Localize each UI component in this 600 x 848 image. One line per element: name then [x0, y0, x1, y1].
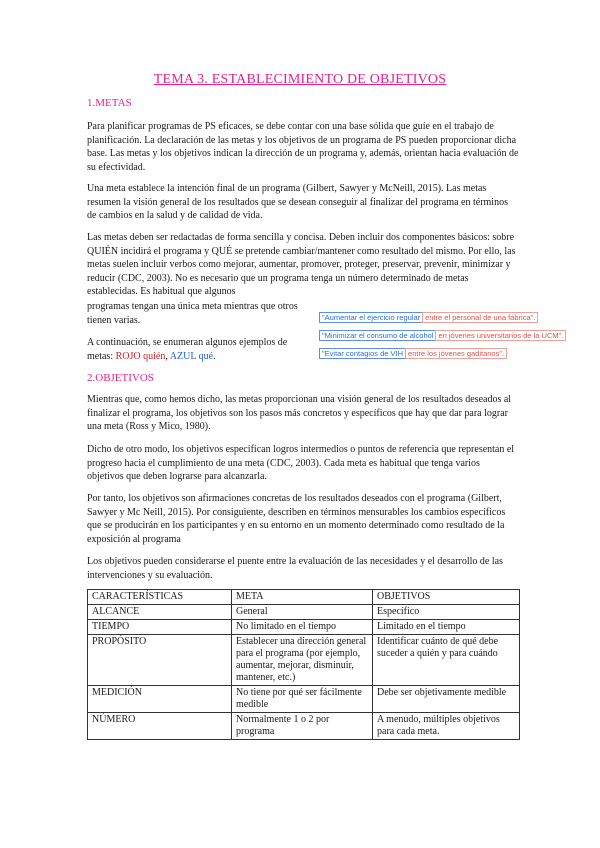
metas-paragraph-4 — [87, 336, 302, 363]
table-cell: ALCANCE — [88, 605, 232, 620]
table-row — [88, 620, 520, 635]
table-cell: Específico — [373, 605, 520, 620]
metas-p4-suffix: . — [213, 350, 216, 362]
page-title: TEMA 3. ESTABLECIMIENTO DE OBJETIVOS — [153, 72, 447, 87]
goal-example-1 — [319, 313, 538, 323]
table-cell: A menudo, múltiples objetivos para cada meta. — [373, 713, 520, 740]
table-cell: Identificar cuánto de qué debe suceder a quién y para cuándo — [373, 635, 520, 686]
comparison-table — [87, 589, 520, 740]
goal-example-what: "Minimizar el consumo de alcohol — [319, 330, 436, 341]
table-header-cell: OBJETIVOS — [373, 590, 520, 605]
table-cell: Limitado en el tiempo — [373, 620, 520, 635]
table-row — [88, 635, 520, 686]
table-cell: General — [232, 605, 373, 620]
table-cell: PROPÓSITO — [88, 635, 232, 686]
goal-example-2 — [319, 331, 566, 341]
table-row — [88, 686, 520, 713]
table-header-cell: CARACTERÍSTICAS — [88, 590, 232, 605]
metas-paragraph-2: Una meta establece la intención final de un programa (Gilbert, Sawyer y McNeill, 2015). Las metas resumen la visión general de los resultados que se desean conseguir al finalizar del programa en términos de cambios en la salud y de calidad de vida. — [87, 183, 508, 222]
table-header-cell: META — [232, 590, 373, 605]
goal-example-who: entre el personal de una fábrica". — [422, 312, 538, 323]
goal-example-who: entre los jóvenes gaditanos". — [405, 348, 507, 359]
metas-paragraph-3-end: programas tengan una única meta mientras que otros tienen varias. — [87, 301, 298, 326]
goal-example-what: "Evitar contagios de VIH — [319, 348, 406, 359]
table-header-row — [88, 590, 520, 605]
table-row — [88, 605, 520, 620]
table-cell: No tiene por qué ser fácilmente medible — [232, 686, 373, 713]
table-row — [88, 713, 520, 740]
table-cell: Normalmente 1 o 2 por programa — [232, 713, 373, 740]
table-cell: NÚMERO — [88, 713, 232, 740]
goal-example-3 — [319, 349, 507, 359]
table-cell: Establecer una dirección general para el programa (por ejemplo, aumentar, mejorar, disminuir, mantener, etc.) — [232, 635, 373, 686]
metas-paragraph-1: Para planificar programas de PS eficaces, se debe contar con una base sólida que guíe en el trabajo de planificación. La declaración de las metas y los objetivos de un programa de PS pueden proporcionar dicha base. Las metas y los objetivos indican la dirección de un programa y, además, orientan hacia evaluación de su efectividad. — [87, 121, 519, 173]
goal-example-who: en jóvenes universitarios de la UCM". — [435, 330, 566, 341]
objetivos-paragraph-2: Dicho de otro modo, los objetivos especifican logros intermedios o puntos de referencia que representan el progreso hacia el cumplimiento de una meta (CDC, 2003). Cada meta es habitual que tenga varios objetivos que deben lograrse para alcanzarla. — [87, 444, 515, 483]
metas-p4-sep: , — [165, 350, 170, 362]
objetivos-paragraph-1: Mientras que, como hemos dicho, las metas proporcionan una visión general de los resultados deseados al finalizar el programa, los objetivos son los pasos más concretos y específicos que hay que dar para lograr una meta (Ross y Mico, 1980). — [87, 394, 512, 433]
rojo-quien-label: ROJO quién — [115, 350, 166, 362]
objetivos-paragraph-4: Los objetivos pueden considerarse el puente entre la evaluación de las necesidades y el desarrollo de las intervenciones y su evaluación. — [87, 556, 503, 581]
goal-example-what: "Aumentar el ejercicio regular — [319, 312, 423, 323]
table-cell: MEDICIÓN — [88, 686, 232, 713]
table-cell: Debe ser objetivamente medible — [373, 686, 520, 713]
section-heading-objetivos: 2.OBJETIVOS — [87, 372, 154, 384]
metas-paragraph-3: Las metas deben ser redactadas de forma sencilla y concisa. Deben incluir dos componentes básicos: sobre QUIÉN incidirá el programa y QUÉ se pretende cambiar/mantener como resultado del mismo. Por ello, las metas suelen incluir verbos como mejorar, aumentar, promover, proteger, preservar, prevenir, minimizar y reducir (CDC, 2003). No es necesario que un programa tenga un número determinado de metas establecidas. Es habitual que algunos — [87, 232, 516, 298]
metas-p4-prefix: A continuación, se enumeran algunos ejemplos de metas: — [87, 337, 288, 362]
azul-que-label: AZUL qué — [169, 350, 214, 362]
table-cell: No limitado en el tiempo — [232, 620, 373, 635]
section-heading-metas: 1.METAS — [87, 97, 132, 109]
objetivos-paragraph-3: Por tanto, los objetivos son afirmaciones concretas de los resultados deseados con el programa (Gilbert, Sawyer y Mc Neill, 2015). Por consiguiente, describen en términos mensurables los cambios específicos que se producirán en los participantes y en su entorno en un momento determinado como resultado de la exposición al programa — [87, 493, 506, 545]
table-cell: TIEMPO — [88, 620, 232, 635]
